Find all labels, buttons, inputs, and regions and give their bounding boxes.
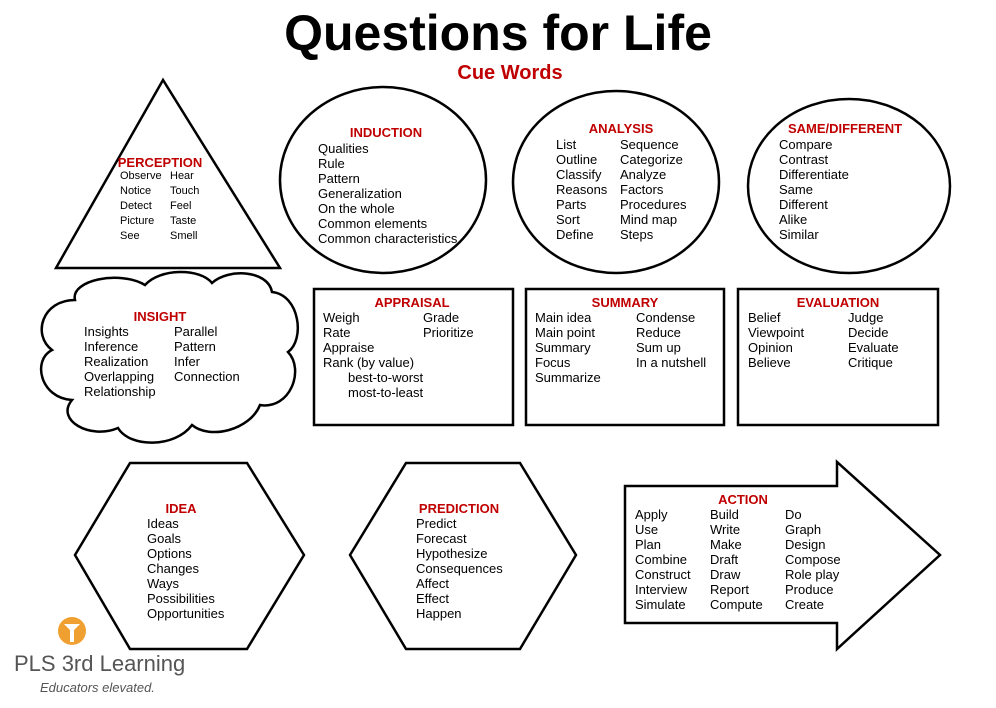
analysis-col2 [620,137,686,242]
list-item: Focus [535,355,571,370]
list-item: Analyze [620,167,667,182]
analysis-ellipse [513,91,719,273]
list-item: Sequence [620,137,679,152]
list-item: Picture [120,215,155,227]
list-item: best-to-worst [348,370,424,385]
list-item: Compose [785,552,841,567]
same-different-list [779,137,849,242]
list-item: Construct [635,567,691,582]
list-item: Main point [535,325,595,340]
insight-col1 [84,324,156,399]
list-item: Write [710,522,741,537]
list-item: Same [779,182,813,197]
list-item: Pattern [318,171,360,186]
list-item: Rule [318,156,345,171]
list-item: Summary [535,340,591,355]
list-item: Changes [147,561,200,576]
perception-col2 [170,169,199,244]
list-item: Prioritize [423,325,474,340]
summary-col1 [535,310,601,385]
list-item: Weigh [323,310,360,325]
list-item: Parts [556,197,587,212]
action-heading: ACTION [718,492,768,507]
pls-logo-icon [58,617,86,645]
list-item: Combine [635,552,688,567]
appraisal-col1 [323,310,423,400]
list-item: Role play [785,567,840,582]
list-item: Qualities [318,141,369,156]
list-item: Ideas [147,516,179,531]
analysis-col1 [556,137,607,242]
list-item: Options [147,546,192,561]
list-item: Similar [779,227,819,242]
list-item: Opportunities [147,606,225,621]
list-item: Pattern [174,339,216,354]
list-item: Compute [710,597,763,612]
list-item: Procedures [620,197,687,212]
list-item: Grade [423,310,460,325]
list-item: Plan [635,537,662,552]
list-item: Observe [120,170,162,182]
list-item: Main idea [535,310,592,325]
list-item: Effect [416,591,450,606]
appraisal-col2 [423,310,474,340]
list-item: Decide [848,325,889,340]
list-item: Affect [416,576,450,591]
list-item: Common elements [318,216,428,231]
list-item: Detect [120,200,152,212]
list-item: Inference [84,339,139,354]
list-item: Make [710,537,742,552]
list-item: Hypothesize [416,546,488,561]
list-item: Apply [635,507,668,522]
list-item: Reduce [636,325,681,340]
list-item: Connection [174,369,240,384]
perception-col1 [120,169,162,244]
list-item: Simulate [635,597,686,612]
action-col1 [635,507,691,612]
idea-heading: IDEA [165,501,197,516]
list-item: Ways [147,576,180,591]
list-item: Produce [785,582,834,597]
list-item: Define [556,227,594,242]
list-item: Overlapping [84,369,155,384]
list-item: Evaluate [848,340,899,355]
induction-heading: INDUCTION [349,125,423,140]
list-item: Factors [620,182,664,197]
list-item: See [120,230,140,242]
perception-heading: PERCEPTION [117,155,203,170]
list-item: Interview [635,582,688,597]
list-item: Generalization [318,186,402,201]
list-item: Taste [170,215,197,227]
insight-heading: INSIGHT [133,309,187,324]
prediction-list [416,516,503,621]
induction-list [318,141,457,246]
list-item: Rate [323,325,351,340]
list-item: Reasons [556,182,608,197]
page-title: Questions for Life [284,5,712,61]
list-item: Create [785,597,825,612]
list-item: Condense [636,310,696,325]
list-item: Hear [170,170,194,182]
list-item: most-to-least [348,385,424,400]
list-item: List [556,137,577,152]
summary-col2 [636,310,706,370]
list-item: Critique [848,355,893,370]
perception-triangle [56,80,280,268]
logo-name: PLS 3rd Learning [14,651,186,676]
list-item: Opinion [748,340,793,355]
list-item: Report [710,582,750,597]
list-item: Classify [556,167,602,182]
logo-tagline: Educators elevated. [40,680,155,695]
list-item: Infer [174,354,201,369]
list-item: Judge [848,310,884,325]
action-col3 [785,507,841,612]
list-item: Possibilities [147,591,215,606]
list-item: Happen [416,606,462,621]
list-item: Compare [779,137,833,152]
list-item: Draw [710,567,741,582]
list-item: Sum up [636,340,681,355]
list-item: Feel [170,200,192,212]
list-item: Graph [785,522,822,537]
list-item: Consequences [416,561,503,576]
evaluation-col2 [848,310,899,370]
list-item: Alike [779,212,808,227]
idea-list [147,516,224,621]
list-item: Sort [556,212,580,227]
list-item: In a nutshell [636,355,707,370]
list-item: Notice [120,185,152,197]
list-item: Categorize [620,152,683,167]
list-item: Rank (by value) [323,355,415,370]
summary-heading: SUMMARY [591,295,659,310]
list-item: Build [710,507,739,522]
insight-col2 [174,324,240,384]
list-item: Belief [748,310,781,325]
appraisal-heading: APPRAISAL [374,295,450,310]
analysis-heading: ANALYSIS [588,121,654,136]
list-item: Forecast [416,531,467,546]
same-different-heading: SAME/DIFFERENT [787,121,903,136]
insight-cloud [41,272,298,443]
list-item: Touch [170,185,200,197]
list-item: Smell [170,230,198,242]
prediction-heading: PREDICTION [418,501,500,516]
list-item: Appraise [323,340,375,355]
list-item: Mind map [620,212,678,227]
list-item: Draft [710,552,739,567]
evaluation-col1 [748,310,804,370]
list-item: On the whole [318,201,395,216]
list-item: Realization [84,354,149,369]
list-item: Design [785,537,826,552]
list-item: Do [785,507,802,522]
evaluation-heading: EVALUATION [796,295,880,310]
list-item: Parallel [174,324,218,339]
list-item: Viewpoint [748,325,805,340]
list-item: Summarize [535,370,601,385]
list-item: Different [779,197,828,212]
list-item: Relationship [84,384,156,399]
list-item: Common characteristics [318,231,458,246]
list-item: Use [635,522,659,537]
list-item: Predict [416,516,457,531]
list-item: Differentiate [779,167,849,182]
list-item: Believe [748,355,791,370]
list-item: Steps [620,227,654,242]
list-item: Goals [147,531,181,546]
action-col2 [710,507,763,612]
page-subtitle: Cue Words [457,62,563,84]
list-item: Insights [84,324,129,339]
list-item: Contrast [779,152,829,167]
list-item: Outline [556,152,598,167]
